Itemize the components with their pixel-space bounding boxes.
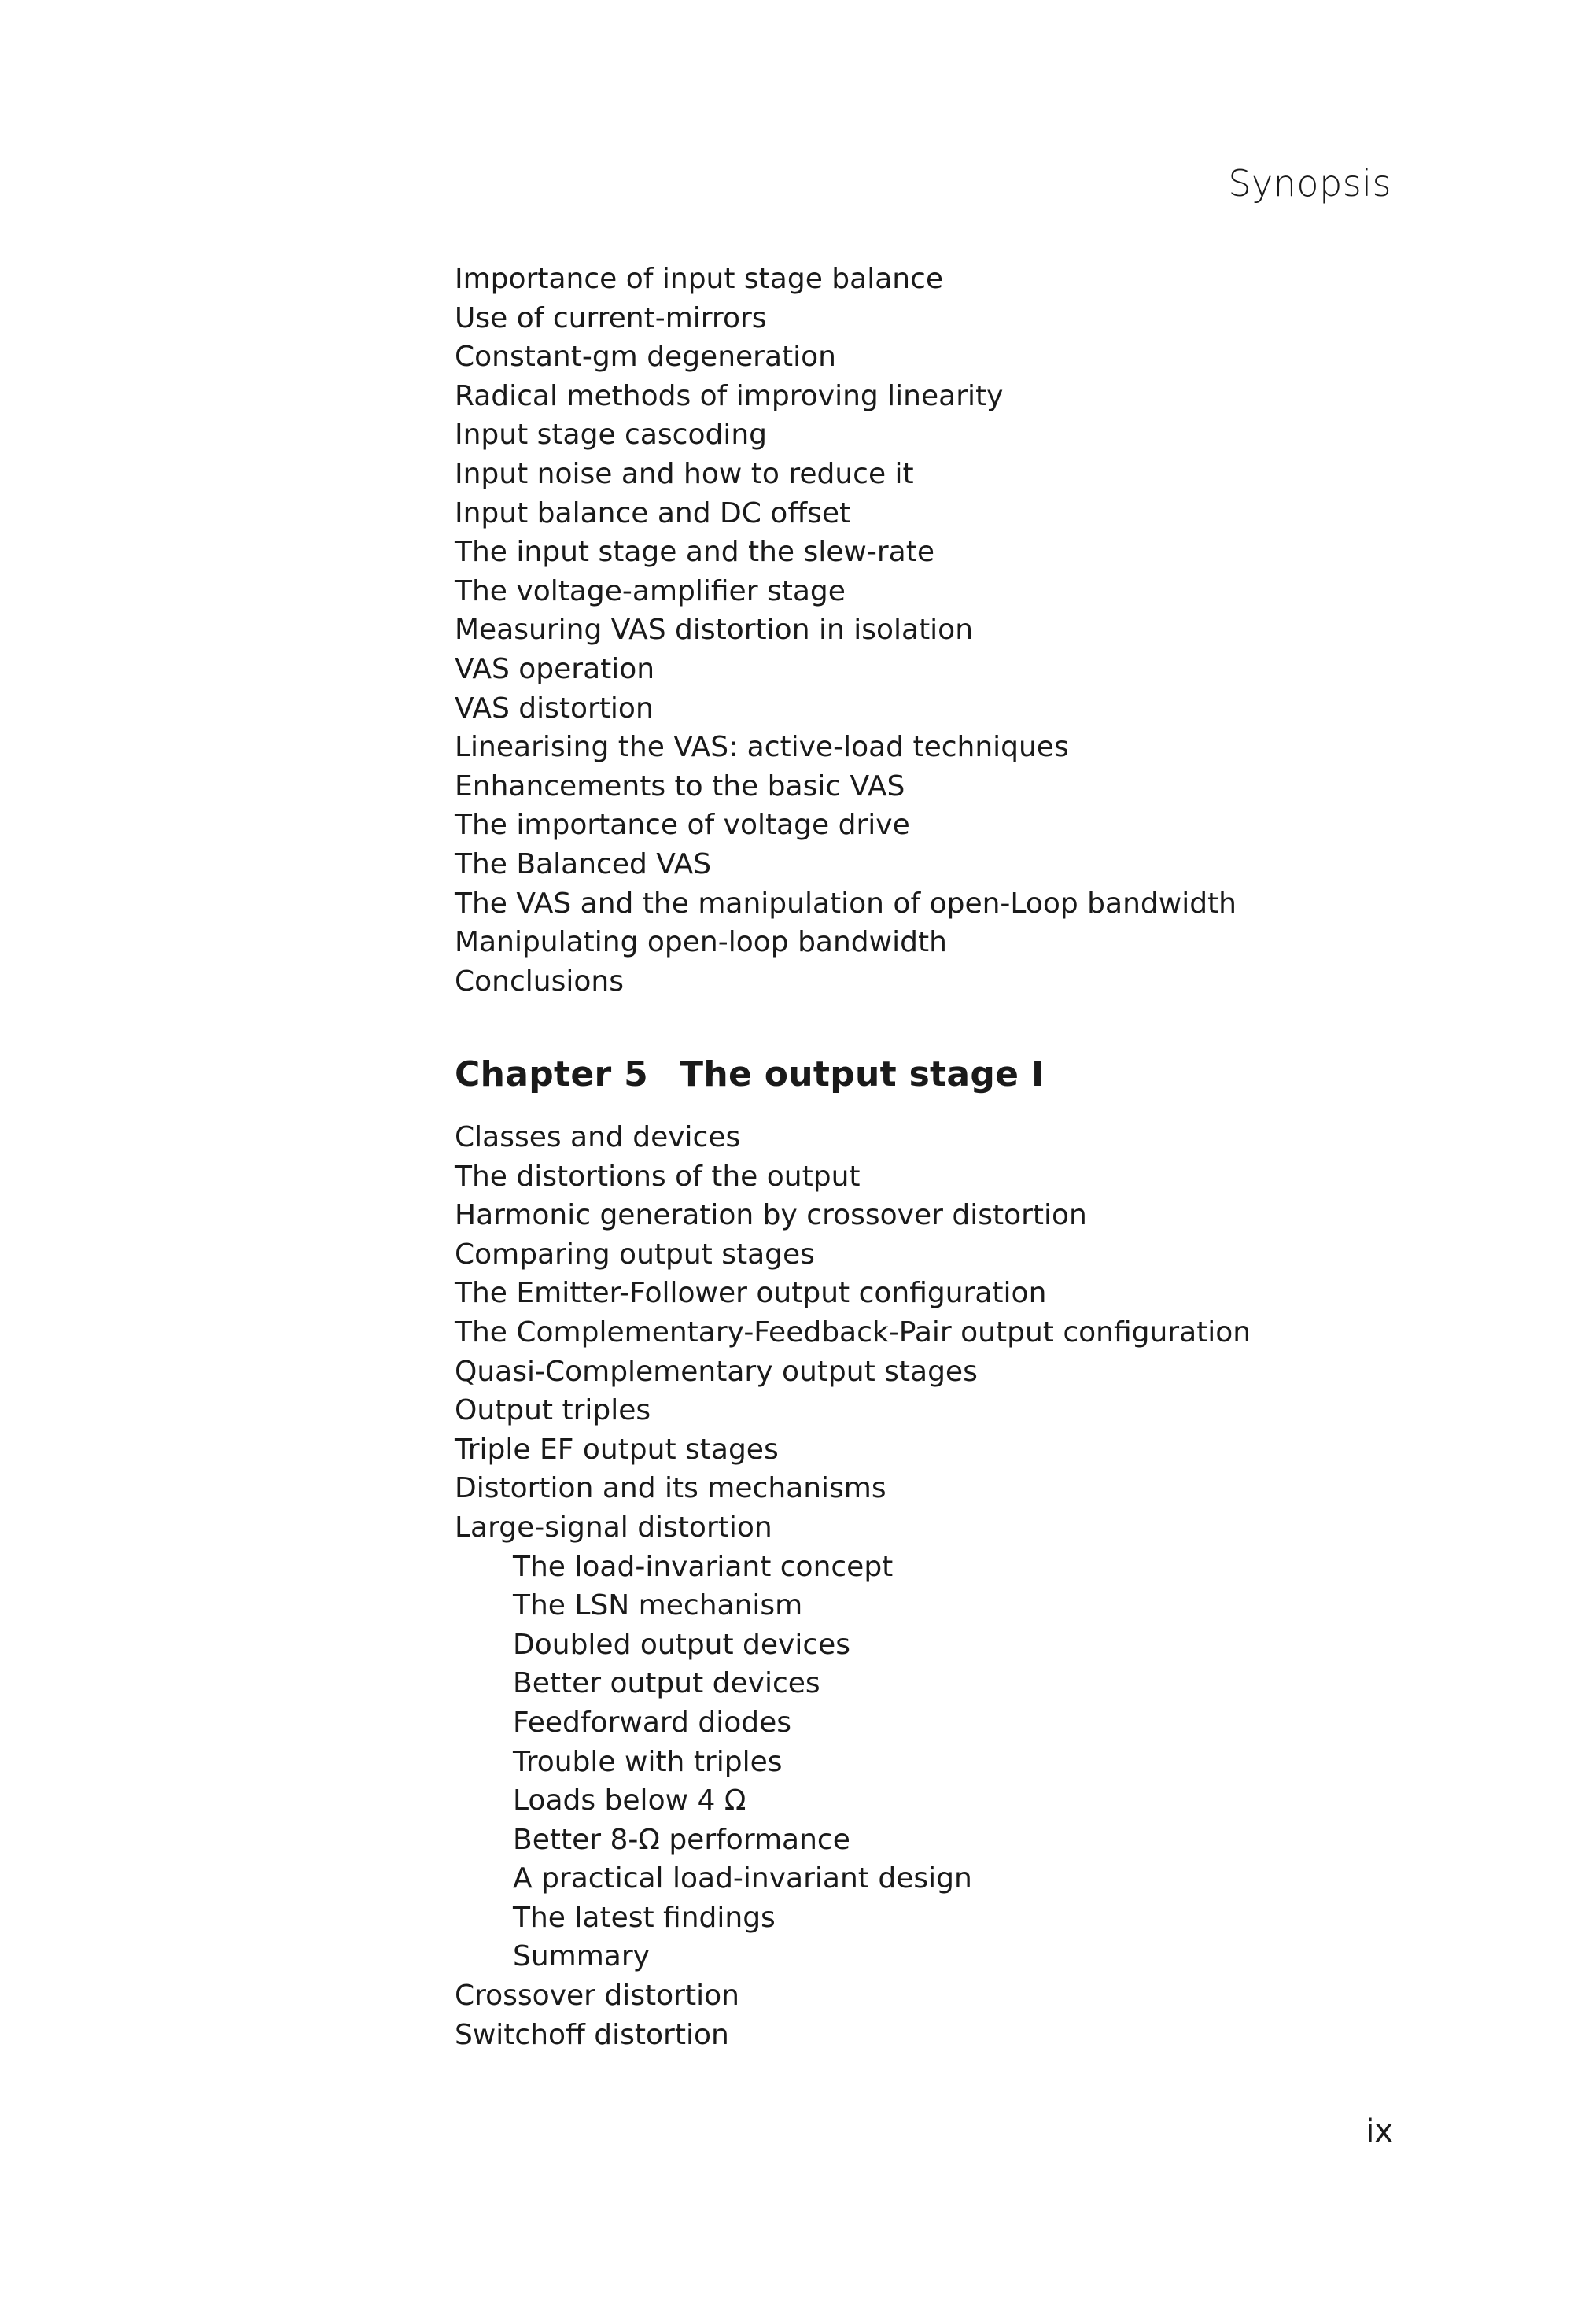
toc-subentry: Doubled output devices <box>513 1628 851 1661</box>
chapter-label: Chapter 5 <box>455 1054 649 1094</box>
toc-entry: Input noise and how to reduce it <box>455 457 914 490</box>
toc-entry: Input balance and DC offset <box>455 496 851 530</box>
toc-subentry: Summary <box>513 1940 650 1973</box>
toc-entry: Manipulating open-loop bandwidth <box>455 926 947 959</box>
toc-entry: Triple EF output stages <box>455 1433 779 1466</box>
toc-entry: Measuring VAS distortion in isolation <box>455 614 974 647</box>
toc-entry: VAS operation <box>455 652 655 685</box>
toc-section-continued <box>455 260 1399 1001</box>
toc-entry: The distortions of the output <box>455 1160 861 1193</box>
toc-entry: The Balanced VAS <box>455 847 712 880</box>
toc-subentry: The LSN mechanism <box>513 1589 803 1622</box>
toc-entry: Importance of input stage balance <box>455 263 944 295</box>
toc-entry: Distortion and its mechanisms <box>455 1472 886 1505</box>
chapter-title: The output stage I <box>680 1054 1045 1094</box>
toc-entry: Classes and devices <box>455 1121 741 1153</box>
chapter-heading <box>455 1054 1045 1094</box>
toc-subentry: Trouble with triples <box>513 1745 783 1778</box>
toc-entry: The Emitter-Follower output configuration <box>455 1277 1047 1310</box>
toc-subentry: Better output devices <box>513 1667 820 1700</box>
toc-entry: Quasi-Complementary output stages <box>455 1355 978 1388</box>
toc-subentry: Loads below 4 Ω <box>513 1784 746 1817</box>
toc-entry: Linearising the VAS: active-load techniques <box>455 731 1069 764</box>
toc-entry: The VAS and the manipulation of open-Loop bandwidth <box>455 887 1237 920</box>
running-head: Synopsis <box>1228 162 1391 205</box>
toc-entry: Output triples <box>455 1394 651 1427</box>
toc-entry: The Complementary-Feedback-Pair output configuration <box>455 1315 1251 1349</box>
toc-subentry: The latest findings <box>513 1901 776 1934</box>
toc-entry: Radical methods of improving linearity <box>455 379 1004 412</box>
toc-subentry: Feedforward diodes <box>513 1706 791 1739</box>
page-number: ix <box>1366 2113 1393 2149</box>
toc-entry: Input stage cascoding <box>455 419 767 452</box>
toc-entry: The importance of voltage drive <box>455 809 910 842</box>
toc-subentry: The load-invariant concept <box>513 1550 894 1583</box>
toc-entry: Switchoff distortion <box>455 2018 729 2051</box>
toc-chapter-5 <box>455 1118 1399 2054</box>
toc-entry: Crossover distortion <box>455 1980 739 2013</box>
toc-entry: Conclusions <box>455 965 624 998</box>
toc-entry: Use of current-mirrors <box>455 301 767 334</box>
toc-entry: Harmonic generation by crossover distortion <box>455 1199 1087 1232</box>
toc-entry: VAS distortion <box>455 692 654 725</box>
toc-entry: Comparing output stages <box>455 1238 815 1271</box>
toc-entry: The input stage and the slew-rate <box>455 536 934 569</box>
toc-entry: Enhancements to the basic VAS <box>455 769 905 803</box>
toc-entry: Large-signal distortion <box>455 1511 772 1544</box>
toc-entry: Constant-gm degeneration <box>455 341 836 374</box>
toc-subentry: Better 8-Ω performance <box>513 1823 850 1856</box>
toc-subentry: A practical load-invariant design <box>513 1862 972 1895</box>
toc-entry: The voltage-amplifier stage <box>455 574 846 607</box>
